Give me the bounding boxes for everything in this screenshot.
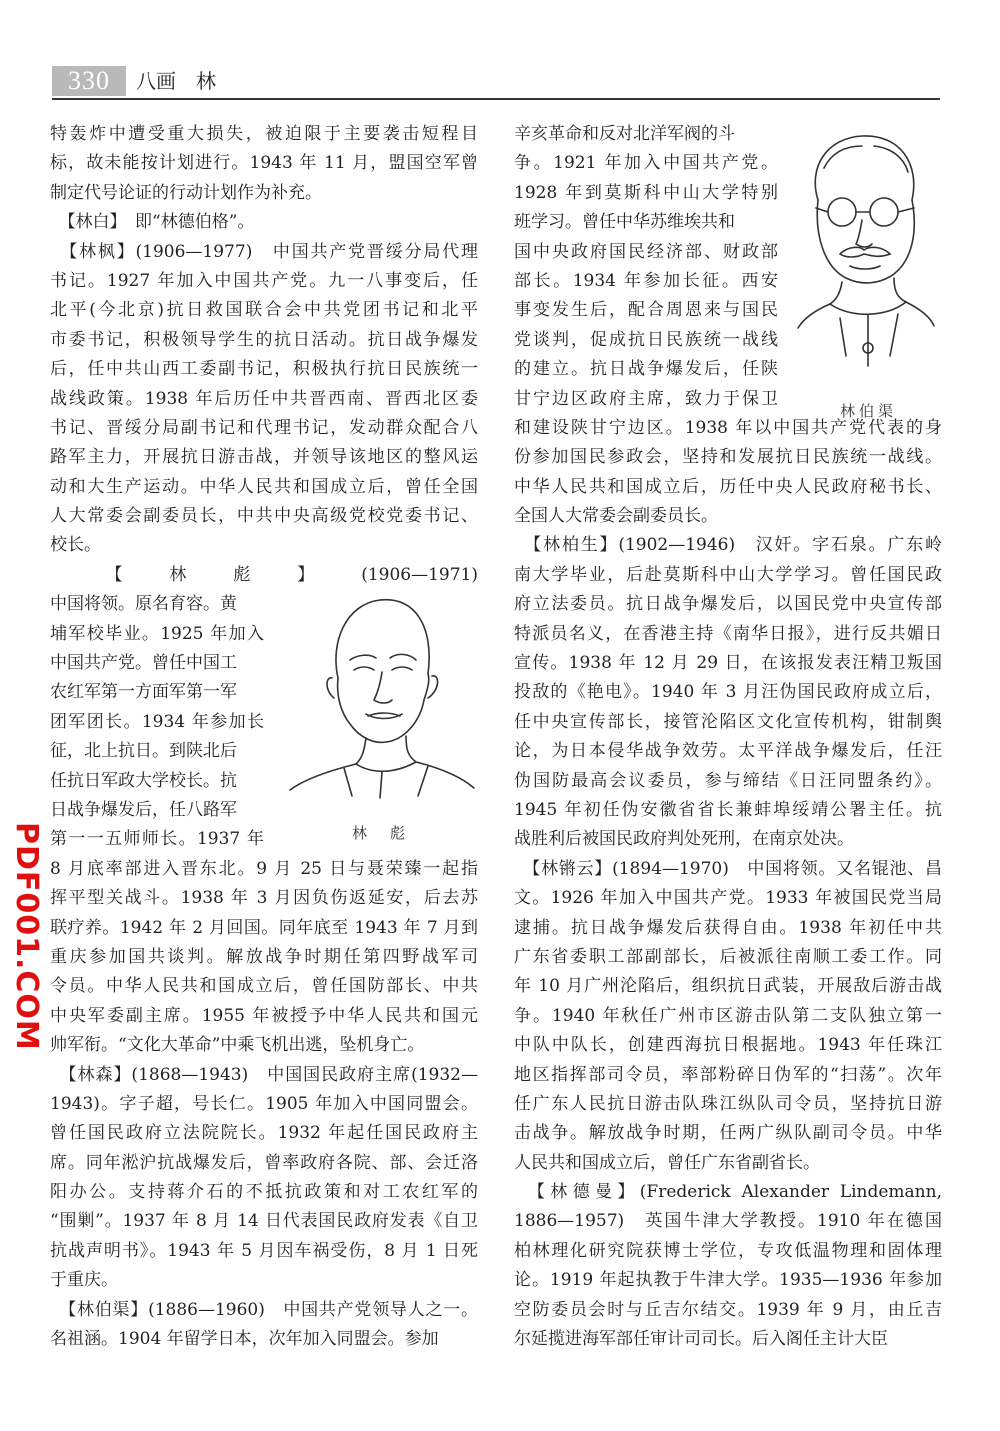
text-line: 标，故未能按计划进行。1943 年 11 月，盟国空军曾 [50,153,478,174]
text-line: 任中央宣传部长，接管沦陷区文化宣传机构，钳制舆 [514,711,942,732]
page-number: 330 [52,66,126,96]
text-line: 中队中队长，创建西海抗日根据地。1943 年任珠江 [514,1035,942,1056]
text-line: 任广东人民抗日游击队珠江纵队司令员，坚持抗日游 [514,1093,942,1114]
text-line: 柏林理化研究院获博士学位，专攻低温物理和固体理 [514,1240,942,1261]
text-line: 和建设陕甘宁边区。1938 年以中国共产党代表的身 [514,417,942,438]
text-line: 战线政策。1938 年后历任中共晋西南、晋西北区委 [50,388,478,409]
text-line: 征，北上抗日。到陕北后 [50,741,237,762]
lin-biao-caption: 林 彪 [352,824,410,842]
text-line: 重庆参加国共谈判。解放战争时期任第四野战军司 [50,946,478,967]
text-line: 份参加国民参政会，坚持和发展抗日民族统一战线。 [514,447,942,468]
entry-heading-line: 【林彪】(1906—1971) [50,564,478,585]
text-line: 投敌的《艳电》。1940 年 3 月汪伪国民政府成立后， [514,682,942,703]
entry-heading-line: 【林德曼】(Frederick Alexander Lindemann, [514,1182,942,1203]
lin-boqu-portrait [796,128,936,368]
header-rule [52,98,940,100]
page-header [52,66,940,100]
text-line: 阳办公。支持蒋介石的不抵抗政策和对工农红军的 [50,1182,478,1203]
text-line: 1945 年初任伪安徽省省长兼蚌埠绥靖公署主任。抗 [514,799,942,820]
text-line: 战胜利后被国民政府判处死刑，在南京处决。 [514,829,854,850]
text-line: 国中央政府国民经济部、财政部 [514,241,778,262]
text-line: 中央军委副主席。1955 年被授予中华人民共和国元 [50,1005,478,1026]
entry-heading-line: 【林白】 即“林德伯格”。 [50,212,255,233]
text-line: 地区指挥部司令员，率部粉碎日伪军的“扫荡”。次年 [514,1064,942,1085]
text-line: 空防委员会时与丘吉尔结交。1939 年 9 月，由丘吉 [514,1299,942,1320]
text-line: 1886—1957) 英国牛津大学教授。1910 年在德国 [514,1211,942,1232]
entry-heading-line: 【林森】(1868—1943) 中国国民政府主席(1932— [50,1064,478,1085]
text-line: 校长。 [50,535,101,556]
text-line: 帅军衔。“文化大革命”中乘飞机出逃，坠机身亡。 [50,1035,425,1056]
section-title: 八画 林 [136,69,216,93]
entry-heading-line: 【林锵云】(1894—1970) 中国将领。又名锟池、昌 [514,858,942,879]
text-line: 令员。中华人民共和国成立后，曾任国防部长、中共 [50,976,478,997]
text-line: 8 月底率部进入晋东北。9 月 25 日与聂荣臻一起指 [50,858,478,879]
text-line: 任抗日军政大学校长。抗 [50,770,237,791]
text-line: 市委书记，积极领导学生的抗日活动。抗日战争爆发 [50,329,478,350]
text-line: 辛亥革命和反对北洋军阀的斗 [514,124,735,144]
text-line: 日战争爆发后，任八路军 [50,799,237,820]
text-line: 中华人民共和国成立后，历任中央人民政府秘书长、 [514,476,942,497]
text-line: 府立法委员。抗日战争爆发后，以国民党中央宣传部 [514,594,942,615]
text-line: 抗战声明书》。1943 年 5 月因车祸受伤，8 月 1 日死 [50,1240,478,1261]
entry-heading-line: 【林柏生】(1902—1946) 汉奸。字石泉。广东岭 [514,535,942,556]
text-line: 甘宁边区政府主席，致力于保卫 [514,388,778,409]
text-line: 书记、晋绥分局副书记和代理书记，发动群众配合八 [50,417,478,438]
text-line: 党谈判，促成抗日民族统一战线 [514,329,778,350]
text-line: 1928 年到莫斯科中山大学特别 [514,182,778,203]
lin-biao-portrait [282,582,478,800]
text-line: 击战争。解放战争时期，任两广纵队副司令员。中华 [514,1123,942,1144]
text-line: 后，任中共山西工委副书记，积极执行抗日民族统一 [50,359,478,380]
text-line: 南大学毕业，后赴莫斯科中山大学学习。曾任国民政 [514,564,942,585]
text-line: 的建立。抗日战争爆发后，任陕 [514,359,778,380]
text-line: 书记。1927 年加入中国共产党。九一八事变后，任 [50,270,478,291]
text-line: 逮捕。抗日战争爆发后获得自由。1938 年初任中共 [514,917,942,938]
text-line: 论，为日本侵华战争效劳。太平洋战争爆发后，任汪 [514,741,942,762]
text-line: 联疗养。1942 年 2 月回国。同年底至 1943 年 7 月到 [50,917,478,938]
text-line: 挥平型关战斗。1938 年 3 月因负伤返延安，后去苏 [50,888,478,909]
text-line: 广东省委职工部副部长，后被派往南顺工委工作。同 [514,946,942,967]
text-line: 事变发生后，配合周恩来与国民 [514,300,778,321]
text-line: 文。1926 年加入中国共产党。1933 年被国民党当局 [514,888,942,909]
watermark: PDF001.COM [9,822,44,1051]
text-line: 人民共和国成立后，曾任广东省副省长。 [514,1152,820,1173]
text-line: “围剿”。1937 年 8 月 14 日代表国民政府发表《自卫 [50,1211,478,1232]
text-line: 人大常委会副委员长，中共中央高级党校党委书记、 [50,506,478,527]
text-line: 第一一五师师长。1937 年 [50,829,264,850]
text-line: 尔延揽进海军部任审计司司长。后入阁任主计大臣 [514,1329,888,1350]
text-line: 争。1940 年秋任广州市区游击队第二支队独立第一 [514,1005,942,1026]
text-line: 全国人大常委会副委员长。 [514,506,718,527]
text-line: 动和大生产运动。中华人民共和国成立后，曾任全国 [50,476,478,497]
text-line: 年 10 月广州沦陷后，组织抗日武装，开展敌后游击战 [514,976,942,997]
text-line: 于重庆。 [50,1270,118,1291]
text-line: 北平(今北京)抗日救国联合会中共党团书记和北平 [50,300,478,321]
text-line: 争。1921 年加入中国共产党。 [514,153,778,174]
text-line: 论。1919 年起执教于牛津大学。1935—1936 年参加 [514,1270,942,1291]
text-line: 宣传。1938 年 12 月 29 日，在该报发表汪精卫叛国 [514,653,942,674]
text-line: 埔军校毕业。1925 年加入 [50,623,264,644]
text-line: 名祖涵。1904 年留学日本，次年加入同盟会。参加 [50,1329,439,1350]
text-line: 伪国防最高会议委员，参与缔结《日汪同盟条约》。 [514,770,942,791]
text-line: 中国共产党。曾任中国工 [50,653,237,674]
text-line: 特轰炸中遭受重大损失，被迫限于主要袭击短程目 [50,124,478,144]
lin-boqu-caption: 林伯渠 [840,402,898,420]
text-line: 班学习。曾任中华苏维埃共和 [514,212,735,233]
entry-heading-line: 【林枫】(1906—1977) 中国共产党晋绥分局代理 [50,241,478,262]
text-line: 制定代号论证的行动计划作为补充。 [50,182,322,203]
text-line: 农红军第一方面军第一军 [50,682,237,703]
text-line: 部长。1934 年参加长征。西安 [514,270,778,291]
text-line: 1943)。字子超，号长仁。1905 年加入中国同盟会。 [50,1093,478,1114]
text-line: 路军主力，开展抗日游击战，并领导该地区的整风运 [50,447,478,468]
text-line: 团军团长。1934 年参加长 [50,711,264,732]
text-line: 曾任国民政府立法院院长。1932 年起任国民政府主 [50,1123,478,1144]
text-line: 中国将领。原名育容。黄 [50,594,237,615]
text-line: 席。同年淞沪抗战爆发后，曾率政府各院、部、会迁洛 [50,1152,478,1173]
text-line: 特派员名义，在香港主持《南华日报》，进行反共媚日 [514,623,942,644]
entry-heading-line: 【林伯渠】(1886—1960) 中国共产党领导人之一。 [50,1299,478,1320]
